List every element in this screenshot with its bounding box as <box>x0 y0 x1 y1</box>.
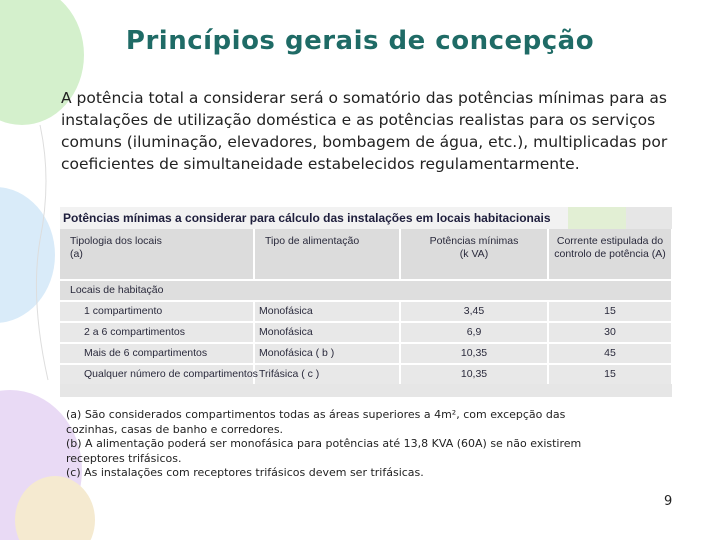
cell-power: 10,35 <box>400 343 548 364</box>
cell-location: Qualquer número de compartimentos <box>60 364 254 384</box>
footnote-c: (c) As instalações com receptores trifásicos devem ser trifásicas. <box>66 466 424 479</box>
cell-power: 3,45 <box>400 301 548 322</box>
cell-supply: Trifásica ( c ) <box>254 364 400 384</box>
cell-power: 6,9 <box>400 322 548 343</box>
slide-title: Princípios gerais de concepção <box>125 26 595 56</box>
cell-supply: Monofásica <box>254 322 400 343</box>
cell-current: 45 <box>548 343 672 364</box>
table-row <box>60 343 672 364</box>
footnote-a-line1: (a) São considerados compartimentos todas as áreas superiores a 4m², com excepção das <box>66 408 566 421</box>
table-group-row <box>60 280 672 301</box>
cell-current: 15 <box>548 301 672 322</box>
cell-location: 1 compartimento <box>60 301 254 322</box>
footnote-b-line2: receptores trifásicos. <box>66 451 182 465</box>
cell-location: Mais de 6 compartimentos <box>60 343 254 364</box>
footnotes <box>66 408 656 481</box>
footnote-b-line1: (b) A alimentação poderá ser monofásica para potências até 13,8 KVA (60A) se não existirem <box>66 437 582 450</box>
header-current: Corrente estipulada do controlo de potência (A) <box>548 229 672 280</box>
intro-paragraph: A potência total a considerar será o somatório das potências mínimas para as instalações de utilização doméstica e as potências realistas para os serviços comuns (iluminação, elevadores, bombagem de água, etc.), multiplicadas por coeficientes de simultaneidade estabelecidos regulamentarmente. <box>61 89 668 173</box>
header-power: Potências mínimas (k VA) <box>400 229 548 280</box>
cell-current: 30 <box>548 322 672 343</box>
header-supply: Tipo de alimentação <box>254 229 400 280</box>
footnote-a-line2: cozinhas, casas de banho e corredores. <box>66 422 284 436</box>
table-row <box>60 301 672 322</box>
table-caption: Potências mínimas a considerar para cálculo das instalações em locais habitacionais <box>60 207 626 229</box>
table-row <box>60 322 672 343</box>
header-location: Tipologia dos locais (a) <box>60 229 254 280</box>
cell-power: 10,35 <box>400 364 548 384</box>
cell-supply: Monofásica <box>254 301 400 322</box>
power-table-grid <box>60 229 673 384</box>
cell-location: 2 a 6 compartimentos <box>60 322 254 343</box>
power-table <box>60 207 672 397</box>
group-label: Locais de habitação <box>60 280 672 301</box>
table-row <box>60 364 672 384</box>
cell-current: 15 <box>548 364 672 384</box>
cell-supply: Monofásica ( b ) <box>254 343 400 364</box>
table-header-row <box>60 229 672 280</box>
page-number: 9 <box>664 494 673 509</box>
